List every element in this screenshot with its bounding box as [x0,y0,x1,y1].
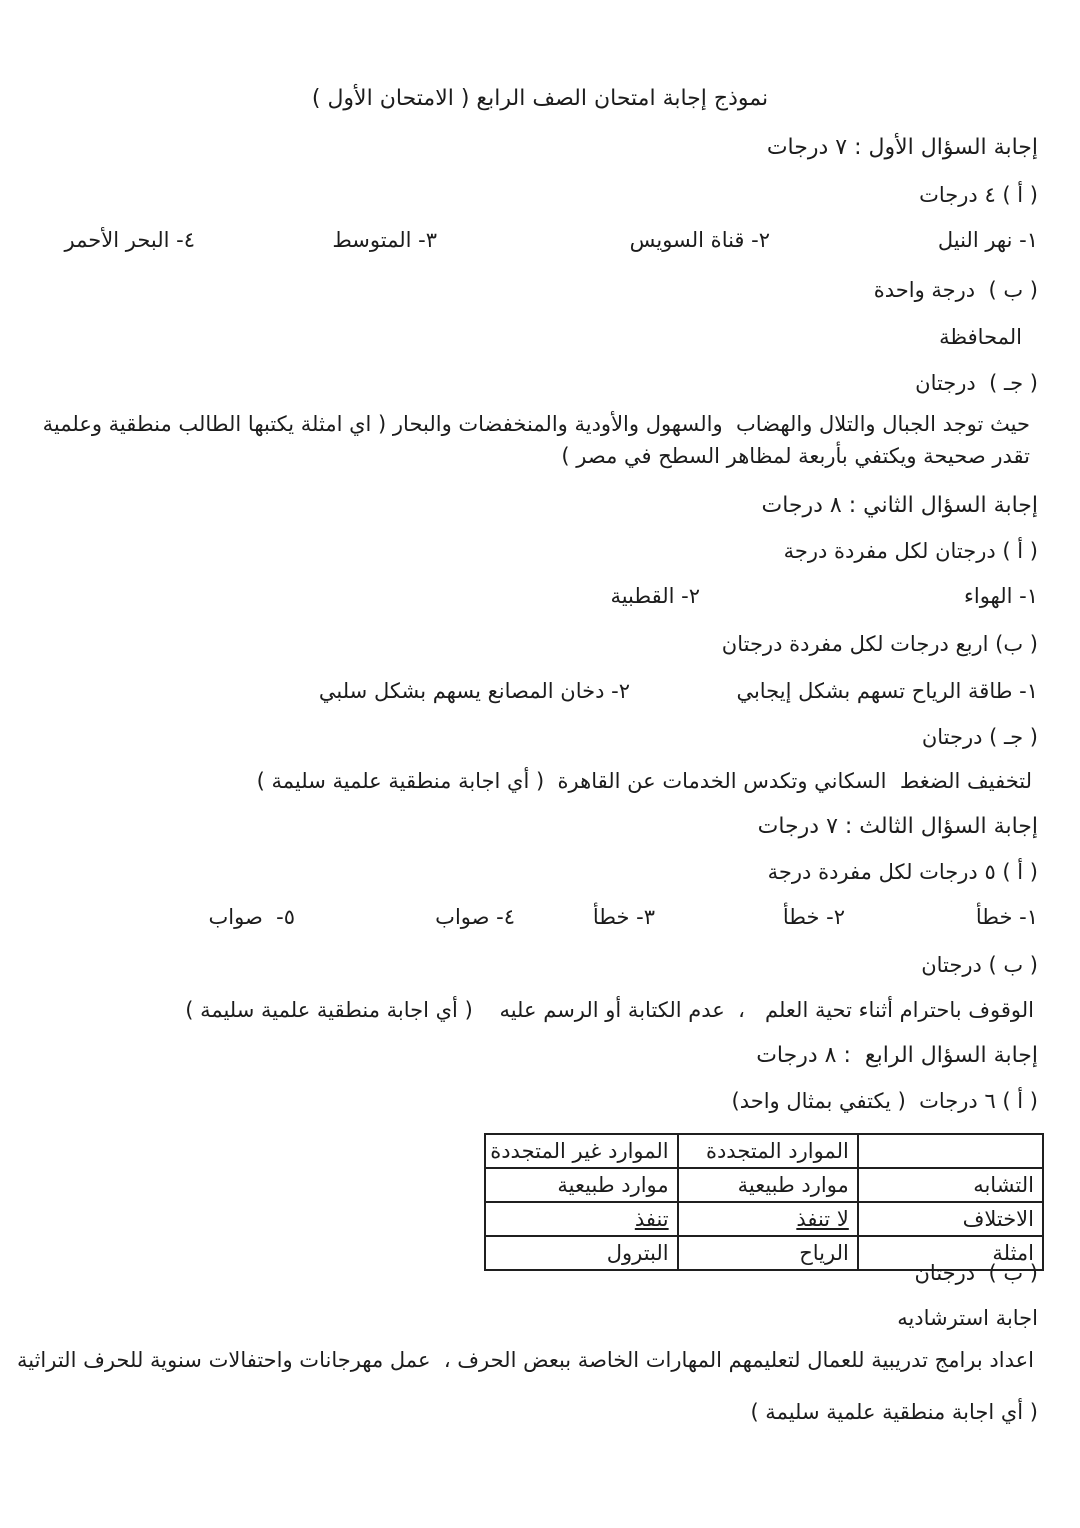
q3-part-b-answer: الوقوف باحترام أثناء تحية العلم ، عدم الكتابة أو الرسم عليه ( أي اجابة منطقية علمية سليمة ) [185,998,1034,1022]
q2-part-b-label: ( ب) اربع درجات لكل مفردة درجتان [721,632,1038,656]
q1-part-c-answer-line2: تقدر صحيحة ويكتفي بأربعة لمظاهر السطح في مصر ) [561,444,1030,468]
q3-a-answer-2: ٢- خطأ [782,905,845,929]
q1-heading: إجابة السؤال الأول : ٧ درجات [766,135,1038,160]
q2-part-b-answers-row [0,677,1080,705]
q1-part-b-answer: المحافظة [939,325,1022,349]
examples-renewable: الرياح [678,1236,858,1270]
resources-comparison-table [484,1133,1044,1271]
table-corner-cell [858,1134,1043,1168]
document-title: نموذج إجابة امتحان الصف الرابع ( الامتحان الأول ) [311,86,769,111]
q2-b-answer-2: ٢- دخان المصانع يسهم بشكل سلبي [318,679,630,703]
table-header-nonrenewable: الموارد غير المتجددة [485,1134,677,1168]
q1-a-answer-2: ٢- قناة السويس [629,228,770,252]
q2-part-a-label: ( أ ) درجتان لكل مفردة درجة [783,539,1038,563]
q1-a-answer-1: ١- نهر النيل [937,228,1038,252]
q4-part-b-note: ( أي اجابة منطقية علمية سليمة ) [750,1400,1038,1424]
q1-part-c-label: ( جـ ) درجتان [915,371,1038,395]
q2-part-a-answers-row [0,582,1080,610]
q4-part-a-label: ( أ ) ٦ درجات ( يكتفي بمثال واحد) [731,1089,1038,1113]
q3-a-answer-3: ٣- خطأ [592,905,655,929]
q3-part-a-answers-row [0,903,1080,931]
similarity-nonrenewable: موارد طبيعية [485,1168,677,1202]
q4-part-b-answer: اعداد برامج تدريبية للعمال لتعليمهم المهارات الخاصة ببعض الحرف ، عمل مهرجانات واحتفالات سنوية للحرف التراثية [16,1348,1034,1372]
q4-part-b-intro: اجابة استرشاديه [897,1306,1038,1330]
q2-b-answer-1: ١- طاقة الرياح تسهم بشكل إيجابي [736,679,1038,703]
q2-part-c-answer: لتخفيف الضغط السكاني وتكدس الخدمات عن القاهرة ( أي اجابة منطقية علمية سليمة ) [256,769,1032,793]
q1-a-answer-3: ٣- المتوسط [332,228,437,252]
q3-part-a-label: ( أ ) ٥ درجات لكل مفردة درجة [767,860,1038,884]
q2-heading: إجابة السؤال الثاني : ٨ درجات [761,493,1038,518]
row-label-similarity: التشابه [858,1168,1043,1202]
row-label-examples: امثلة [858,1236,1043,1270]
q1-part-c-answer-line1: حيث توجد الجبال والتلال والهضاب والسهول والأودية والمنخفضات والبحار ( اي امثلة يكتبها الطالب منطقية وعلمية [42,412,1030,436]
table-header-renewable: الموارد المتجددة [678,1134,858,1168]
difference-nonrenewable: تنفذ [485,1202,677,1236]
q1-part-a-label: ( أ ) ٤ درجات [919,183,1038,207]
row-label-difference: الاختلاف [858,1202,1043,1236]
q2-part-c-label: ( جـ ) درجتان [921,725,1038,749]
q1-a-answer-4: ٤- البحر الأحمر [64,228,195,252]
table-row [485,1168,1043,1202]
q3-heading: إجابة السؤال الثالث : ٧ درجات [757,814,1038,839]
q3-a-answer-1: ١- خطأ [975,905,1038,929]
similarity-renewable: موارد طبيعية [678,1168,858,1202]
q2-a-answer-2: ٢- القطبية [610,584,700,608]
q3-part-b-label: ( ب ) درجتان [921,953,1038,977]
q3-a-answer-4: ٤- صواب [435,905,515,929]
table-row [485,1202,1043,1236]
difference-renewable: لا تنفذ [678,1202,858,1236]
q1-part-b-label: ( ب ) درجة واحدة [873,278,1038,302]
q4-heading: إجابة السؤال الرابع : ٨ درجات [756,1043,1038,1068]
q1-part-a-answers-row [0,226,1080,254]
q4-part-b-label: ( ب ) درجتان [914,1261,1038,1285]
table-header-row [485,1134,1043,1168]
q2-a-answer-1: ١- الهواء [963,584,1038,608]
q3-a-answer-5: ٥- صواب [208,905,295,929]
examples-nonrenewable: البترول [485,1236,677,1270]
